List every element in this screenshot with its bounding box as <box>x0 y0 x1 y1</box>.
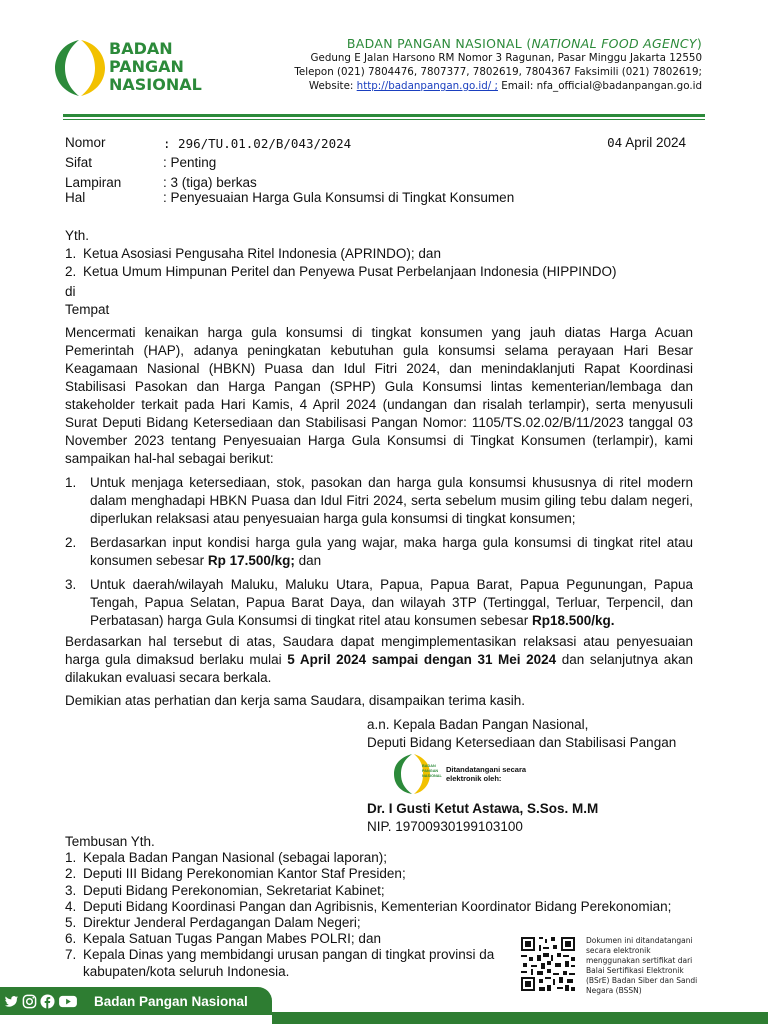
stamp-text: Ditandatangani secara elektronik oleh: <box>446 765 527 783</box>
letterhead-agency-en: NATIONAL FOOD AGENCY <box>531 36 697 51</box>
logo-line-3: NASIONAL <box>109 75 202 94</box>
qr-code <box>519 935 577 993</box>
letterhead-agency: BADAN PANGAN NASIONAL (NATIONAL FOOD AGENCY) <box>346 36 702 51</box>
yth-label: Yth. <box>65 228 90 243</box>
footer-social <box>4 993 78 1009</box>
letterhead-contact: Website: http://badanpangan.go.id/ ; Email: nfa_official@badanpangan.go.id <box>308 80 702 92</box>
nomor-value: : 296/TU.01.02/B/043/2024 <box>163 136 352 151</box>
body-thanks: Demikian atas perhatian dan kerja sama Saudara, disampaikan terima kasih. <box>65 693 525 708</box>
logo-line-1: BADAN <box>109 39 173 58</box>
footer-line <box>272 1012 768 1024</box>
tembusan-item: 5. Direktur Jenderal Perdagangan Dalam Negeri; <box>65 915 361 931</box>
hal-label: Hal <box>65 190 86 205</box>
body-list <box>65 474 693 630</box>
recipient-item: 2. Ketua Umum Himpunan Peritel dan Penyewa Pusat Perbelanjaan Indonesia (HIPPINDO) <box>65 264 617 279</box>
di-label: di <box>65 284 76 299</box>
tembusan-item: 6. Kepala Satuan Tugas Pangan Mabes POLRI; dan <box>65 931 381 947</box>
letterhead-email: Email: nfa_official@badanpangan.go.id <box>498 80 702 92</box>
logo-mark-icon <box>55 38 105 98</box>
tembusan-item: 4. Deputi Bidang Koordinasi Pangan dan Agribisnis, Kementerian Koordinator Bidang Perekonomian; <box>65 898 672 914</box>
tembusan-item: 7. Kepala Dinas yang membidangi urusan pangan di tingkat provinsi da <box>65 947 495 963</box>
footer-label: Badan Pangan Nasional <box>94 994 248 1009</box>
twitter-icon[interactable] <box>4 994 19 1009</box>
signatory-nip: NIP. 19700930199103100 <box>367 819 523 834</box>
facebook-icon[interactable] <box>40 994 55 1009</box>
tembusan-item: 2. Deputi III Bidang Perekonomian Kantor Staf Presiden; <box>65 866 406 882</box>
qr-code-icon <box>519 935 577 993</box>
price-eastern-region: Rp18.500/kg. <box>532 613 615 628</box>
recipients <box>65 227 705 319</box>
esign-stamp <box>392 752 532 796</box>
sifat-value: : Penting <box>163 155 217 170</box>
tembusan-title: Tembusan Yth. <box>65 834 155 849</box>
stamp-logo-text: BADAN PANGAN NASIONAL <box>422 764 442 778</box>
letter-date: 04 April 2024 <box>607 135 686 150</box>
price-standard: Rp 17.500/kg; <box>207 553 295 568</box>
body-list-item: 2. Berdasarkan input kondisi harga gula yang wajar, maka harga gula konsumsi di tingkat ritel atau konsumen sebesar Rp 17.500/kg; dan <box>65 535 693 568</box>
letterhead-phone: Telepon (021) 7804476, 7807377, 7802619, 7804367 Faksimili (021) 7802619; <box>294 66 702 78</box>
instagram-icon[interactable] <box>22 994 37 1009</box>
body-list-item: 3. Untuk daerah/wilayah Maluku, Maluku Utara, Papua, Papua Barat, Papua Pegunungan, Papua Tengah, Papua Selatan, Papua Barat Daya, dan wilayah 3TP (Tertinggal, Terluar, Terpencil, dan Perbatasan) harga Gula Konsumsi di tingkat ritel atau konsumen sebesar Rp18.500/kg. <box>65 577 693 628</box>
hal-value: : Penyesuaian Harga Gula Konsumsi di Tingkat Konsumen <box>163 190 515 205</box>
tembusan-item-continuation: kabupaten/kota seluruh Indonesia. <box>83 963 290 979</box>
body-intro: Mencermati kenaikan harga gula konsumsi di tingkat konsumen yang jauh diatas Harga Acuan Pemerintah (HAP), adanya peningkatan kebutuhan gula konsumsi selama perayaan Hari Besar Keagamaan Nasional (HBKN) Puasa dan Idul Fitri 2024, dan menindaklanjuti Rapat Koordinasi Stabilisasi Pasokan dan Harga Pangan (SPHP) Gula Konsumsi lintas kementerian/lembaga dan stakeholder terkait pada Hari Kamis, 4 April 2024 (undangan dan risalah terlampir), serta menyusuli Surat Deputi Bidang Ketersediaan dan Stabilisasi Pangan Nomor: 1105/TS.02.02/B/11/2023 tanggal 03 November 2023 tentang Penyesuaian Harga Gula Konsumsi di Tingkat Konsumen (terlampir), kami sampaikan hal-hal sebagai berikut: <box>65 325 693 466</box>
tempat-label: Tempat <box>65 302 110 317</box>
header-rule-thick <box>63 114 705 117</box>
sifat-label: Sifat <box>65 155 93 170</box>
lampiran-label: Lampiran <box>65 175 122 190</box>
letterhead <box>294 37 702 93</box>
signatory-name: Dr. I Gusti Ketut Astawa, S.Sos. M.M <box>367 801 599 816</box>
tembusan-item: 3. Deputi Bidang Perekonomian, Sekretariat Kabinet; <box>65 882 385 898</box>
signature-block <box>367 716 707 752</box>
recipient-item: 1. Ketua Asosiasi Pengusaha Ritel Indonesia (APRINDO); dan <box>65 246 441 261</box>
letterhead-address: Gedung E Jalan Harsono RM Nomor 3 Ragunan, Pasar Minggu Jakarta 12550 <box>310 52 702 64</box>
tembusan-item: 1. Kepala Badan Pangan Nasional (sebagai laporan); <box>65 850 387 866</box>
agency-logo <box>55 38 202 98</box>
header-rule-thin <box>63 119 705 120</box>
body-list-item: 1. Untuk menjaga ketersediaan, stok, pasokan dan harga gula konsumsi khususnya di ritel modern dalam menghadapi HBKN Puasa dan Idul Fitri 2024, serta sebelum musim giling tebu dalam negeri, diperlukan relaksasi atau penyesuaian harga gula konsumsi di tingkat konsumen; <box>65 475 693 526</box>
signatory <box>367 800 707 836</box>
esign-note: Dokumen ini ditandatangani secara elektronik menggunakan sertifikat dari Balai Sertifikasi Elektronik (BSrE) Badan Siber dan Sandi Negara (BSSN) <box>586 936 698 995</box>
youtube-icon[interactable] <box>58 994 78 1009</box>
nomor-label: Nomor <box>65 135 106 150</box>
website-link[interactable]: http://badanpangan.go.id/ ; <box>356 80 498 92</box>
effective-period: 5 April 2024 sampai dengan 31 Mei 2024 <box>287 652 557 667</box>
logo-line-2: PANGAN <box>109 57 184 76</box>
sign-deputi: Deputi Bidang Ketersediaan dan Stabilisasi Pangan <box>367 735 677 750</box>
lampiran-value: : 3 (tiga) berkas <box>163 175 257 190</box>
sign-an: a.n. Kepala Badan Pangan Nasional, <box>367 717 589 732</box>
body-closing: Berdasarkan hal tersebut di atas, Saudara dapat mengimplementasikan relaksasi atau penyesuaian harga gula dimaksud berlaku mulai 5 April 2024 sampai dengan 31 Mei 2024 dan selanjutnya akan dilakukan evaluasi secara berkala. <box>65 634 693 685</box>
